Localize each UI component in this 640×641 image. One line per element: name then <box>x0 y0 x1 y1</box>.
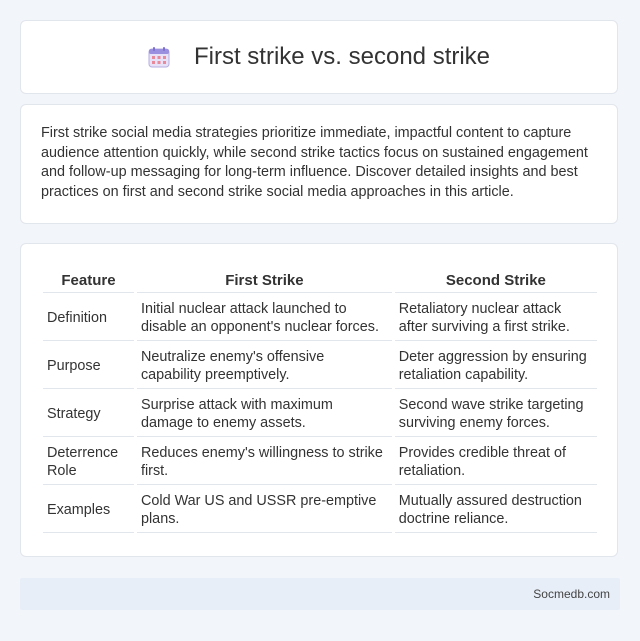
row-second-strike-cell: Second wave strike targeting surviving enemy forces. <box>395 391 597 437</box>
table-row <box>43 295 597 341</box>
row-first-strike-cell: Cold War US and USSR pre-emptive plans. <box>137 487 392 533</box>
row-first-strike-cell: Initial nuclear attack launched to disable an opponent's nuclear forces. <box>137 295 392 341</box>
header-feature: Feature <box>43 266 134 293</box>
row-first-strike-cell: Surprise attack with maximum damage to enemy assets. <box>137 391 392 437</box>
intro-card <box>20 104 618 224</box>
comparison-table <box>40 264 600 535</box>
footer <box>20 578 620 610</box>
table-row <box>43 391 597 437</box>
table-row <box>43 487 597 533</box>
row-feature-cell: Definition <box>43 295 134 341</box>
header-first-strike: First Strike <box>137 266 392 293</box>
row-second-strike-cell: Deter aggression by ensuring retaliation capability. <box>395 343 597 389</box>
row-second-strike-cell: Retaliatory nuclear attack after surviving a first strike. <box>395 295 597 341</box>
title-card <box>20 20 618 94</box>
row-second-strike-cell: Mutually assured destruction doctrine reliance. <box>395 487 597 533</box>
intro-paragraph: First strike social media strategies prioritize immediate, impactful content to capture audience attention quickly, while second strike tactics focus on sustained engagement and follow-up messaging for long-term influence. Discover detailed insights and best practices on first and second strike social media approaches in this article. <box>41 125 588 200</box>
row-first-strike-cell: Reduces enemy's willingness to strike first. <box>137 439 392 485</box>
header-second-strike: Second Strike <box>395 266 597 293</box>
row-first-strike-cell: Neutralize enemy's offensive capability preemptively. <box>137 343 392 389</box>
table-row <box>43 439 597 485</box>
calendar-icon <box>148 46 170 68</box>
page-title: First strike vs. second strike <box>193 43 491 70</box>
table-row <box>43 343 597 389</box>
comparison-card <box>20 243 618 557</box>
row-feature-cell: Examples <box>43 487 134 533</box>
footer-site-link[interactable]: Socmedb.com <box>533 587 610 601</box>
row-feature-cell: Purpose <box>43 343 134 389</box>
row-second-strike-cell: Provides credible threat of retaliation. <box>395 439 597 485</box>
table-header-row <box>43 266 597 293</box>
row-feature-cell: Deterrence Role <box>43 439 134 485</box>
row-feature-cell: Strategy <box>43 391 134 437</box>
